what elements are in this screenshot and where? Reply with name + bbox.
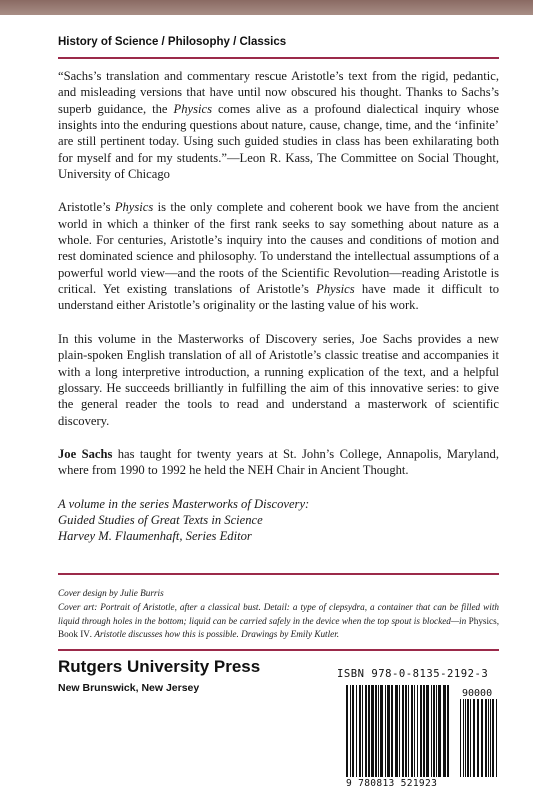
cover-art-credit: Cover art: Portrait of Aristotle, after a classical bust. Detail: a type of clepsydra, a container that can be filled with liquid through holes in the bottom; liquid can be carried safely in the device when the top spout is blocked—in Physics, Book IV. Aristotle discusses how this is possible. Drawings by Emily Kutler. [58, 602, 499, 640]
category-heading: History of Science / Philosophy / Classics [58, 36, 287, 48]
publisher-location: New Brunswick, New Jersey [58, 682, 200, 694]
barcode-image [346, 685, 500, 777]
series-info: A volume in the series Masterworks of Discovery: Guided Studies of Great Texts in Science Harvey M. Flaumenhaft, Series Editor [58, 496, 310, 544]
divider-middle [58, 573, 499, 575]
divider-bottom [58, 649, 499, 651]
blurb-section [58, 68, 499, 545]
cover-credits [58, 587, 499, 643]
isbn-text: ISBN 978-0-8135-2192-3 [337, 668, 489, 680]
description-paragraph-1: Aristotle’s Physics is the only complete and coherent book we have from the ancient world in which a thinker of the first rank seeks to say something about nature as a whole. For centuries, Aristotle’s inquiry into the causes and conditions of motion and rest dominated science and philosophy. To understand the intellectual assumptions of a powerful world view—and the roots of the Scientific Revolution—reading Aristotle is critical. Yet existing translations of Aristotle’s Physics have made it difficult to understand either Aristotle’s originality or the lasting value of his work. [58, 200, 499, 313]
top-color-band [0, 0, 533, 15]
barcode-addon-digits: 90000 [462, 688, 493, 699]
author-name: Joe Sachs [58, 446, 113, 461]
cover-design-credit: Cover design by Julie Burris [58, 588, 164, 598]
quote-paragraph: “Sachs’s translation and commentary rescue Aristotle’s text from the rigid, pedantic, and misleading versions that have until now obscured his thought. Thanks to Sachs’s superb guidance, the Physics comes alive as a profound dialectical inquiry whose insights into the enduring questions about nature, cause, change, time, and the ‘infinite’ are still pertinent today. Using such guided studies in class has been exhilarating both for myself and for my students.”—Leon R. Kass, The Committee on Social Thought, University of Chicago [58, 69, 499, 182]
author-bio: Joe Sachs has taught for twenty years at St. John’s College, Annapolis, Maryland, where from 1990 to 1992 he held the NEH Chair in Ancient Thought. [58, 446, 499, 478]
publisher-name: Rutgers University Press [58, 657, 261, 676]
barcode-digits: 9 780813 521923 [346, 778, 438, 789]
description-paragraph-2: In this volume in the Masterworks of Discovery series, Joe Sachs provides a new plain-spoken English translation of all of Aristotle’s classic treatise and accompanies it with a long interpretive introduction, a running explication of the text, and a helpful glossary. He succeeds brilliantly in fulfilling the aim of this innovative series: to give the general reader the tools to read and understand a masterwork of scientific discovery. [58, 331, 499, 428]
divider-top [58, 57, 499, 59]
